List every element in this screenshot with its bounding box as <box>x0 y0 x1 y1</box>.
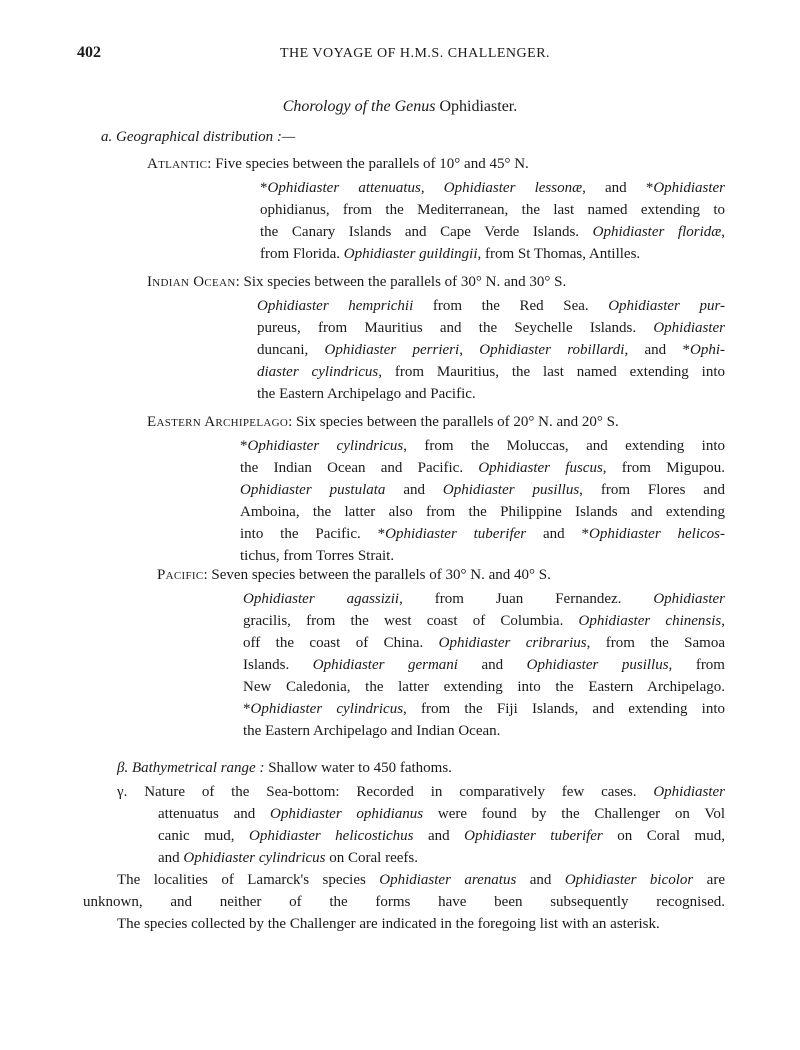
beta-line <box>117 758 452 778</box>
text-line: tichus, from Torres Strait. <box>240 548 395 564</box>
text-line: *Ophidiaster cylindricus, from the Moluccas, and extending into <box>240 438 725 454</box>
text-line: canic mud, Ophidiaster helicostichus and Ophidiaster tuberifer on Coral mud, <box>158 828 725 844</box>
text-line: Ophidiaster agassizii, from Juan Fernandez. Ophidiaster <box>243 591 725 607</box>
text-line: diaster cylindricus, from Mauritius, the last named extending into <box>257 364 725 380</box>
beta-text: Shallow water to 450 fathoms. <box>268 760 452 776</box>
section-title-italic: Chorology of the Genus <box>282 98 436 115</box>
text-line: into the Pacific. *Ophidiaster tuberifer and *Ophidiaster helicos- <box>240 526 725 542</box>
beta-label: β. Bathymetrical range : <box>117 760 265 776</box>
text-line: attenuatus and Ophidiaster ophidianus were found by the Challenger on Vol <box>158 806 725 822</box>
eastern-label: Eastern Archipelago <box>147 414 289 430</box>
text-line: γ. Nature of the Sea-bottom: Recorded in comparatively few cases. Ophidiaster <box>117 784 725 800</box>
text-line: the Indian Ocean and Pacific. Ophidiaster fuscus, from Migupou. <box>240 460 725 476</box>
running-header <box>0 44 800 68</box>
indian-intro <box>147 272 566 292</box>
pacific-label: Pacific <box>157 567 204 583</box>
indian-intro-text: : Six species between the parallels of 30° N. and 30° S. <box>235 274 567 290</box>
text-line: The species collected by the Challenger are indicated in the foregoing list with an asterisk. <box>117 916 660 932</box>
pacific-intro <box>157 565 551 585</box>
text-line: the Eastern Archipelago and Indian Ocean. <box>243 723 501 739</box>
text-line: Ophidiaster hemprichii from the Red Sea. Ophidiaster pur- <box>257 298 726 314</box>
text-line: and Ophidiaster cylindricus on Coral reefs. <box>158 850 418 866</box>
text-line: Amboina, the latter also from the Philippine Islands and extending <box>240 504 725 520</box>
text-line: Ophidiaster pustulata and Ophidiaster pusillus, from Flores and <box>240 482 725 498</box>
running-title: THE VOYAGE OF H.M.S. CHALLENGER. <box>279 46 551 61</box>
text-line: ophidianus, from the Mediterranean, the last named extending to <box>260 202 725 218</box>
alpha-heading: a. Geographical distribution :— <box>101 129 296 145</box>
atlantic-label: Atlantic <box>147 156 208 172</box>
eastern-intro-text: : Six species between the parallels of 20° N. and 20° S. <box>288 414 619 430</box>
eastern-intro <box>147 412 619 432</box>
text-line: unknown, and neither of the forms have been subsequently recognised. <box>83 894 725 910</box>
section-title <box>0 97 800 117</box>
text-line: the Canary Islands and Cape Verde Islands. Ophidiaster floridæ, <box>260 224 726 240</box>
text-line: from Florida. Ophidiaster guildingii, from St Thomas, Antilles. <box>260 246 641 262</box>
text-line: New Caledonia, the latter extending into the Eastern Archipelago. <box>243 679 725 695</box>
section-title-genus: Ophidiaster. <box>439 98 518 115</box>
pacific-intro-text: : Seven species between the parallels of 30° N. and 40° S. <box>203 567 551 583</box>
text-line: The localities of Lamarck's species Ophidiaster arenatus and Ophidiaster bicolor are <box>117 872 725 888</box>
text-line: gracilis, from the west coast of Columbia. Ophidiaster chinensis, <box>243 613 725 629</box>
text-line: *Ophidiaster attenuatus, Ophidiaster lessonæ, and *Ophidiaster <box>260 180 725 196</box>
text-line: off the coast of China. Ophidiaster cribrarius, from the Samoa <box>243 635 725 651</box>
text-line: *Ophidiaster cylindricus, from the Fiji Islands, and extending into <box>243 701 725 717</box>
page-number: 402 <box>77 44 101 61</box>
text-line: the Eastern Archipelago and Pacific. <box>257 386 476 402</box>
atlantic-intro-text: : Five species between the parallels of 10° and 45° N. <box>207 156 529 172</box>
atlantic-intro <box>147 154 529 174</box>
text-line: pureus, from Mauritius and the Seychelle Islands. Ophidiaster <box>257 320 725 336</box>
text-line: Islands. Ophidiaster germani and Ophidiaster pusillus, from <box>243 657 725 673</box>
indian-label: Indian Ocean <box>147 274 236 290</box>
text-line: duncani, Ophidiaster perrieri, Ophidiaster robillardi, and *Ophi- <box>257 342 725 358</box>
